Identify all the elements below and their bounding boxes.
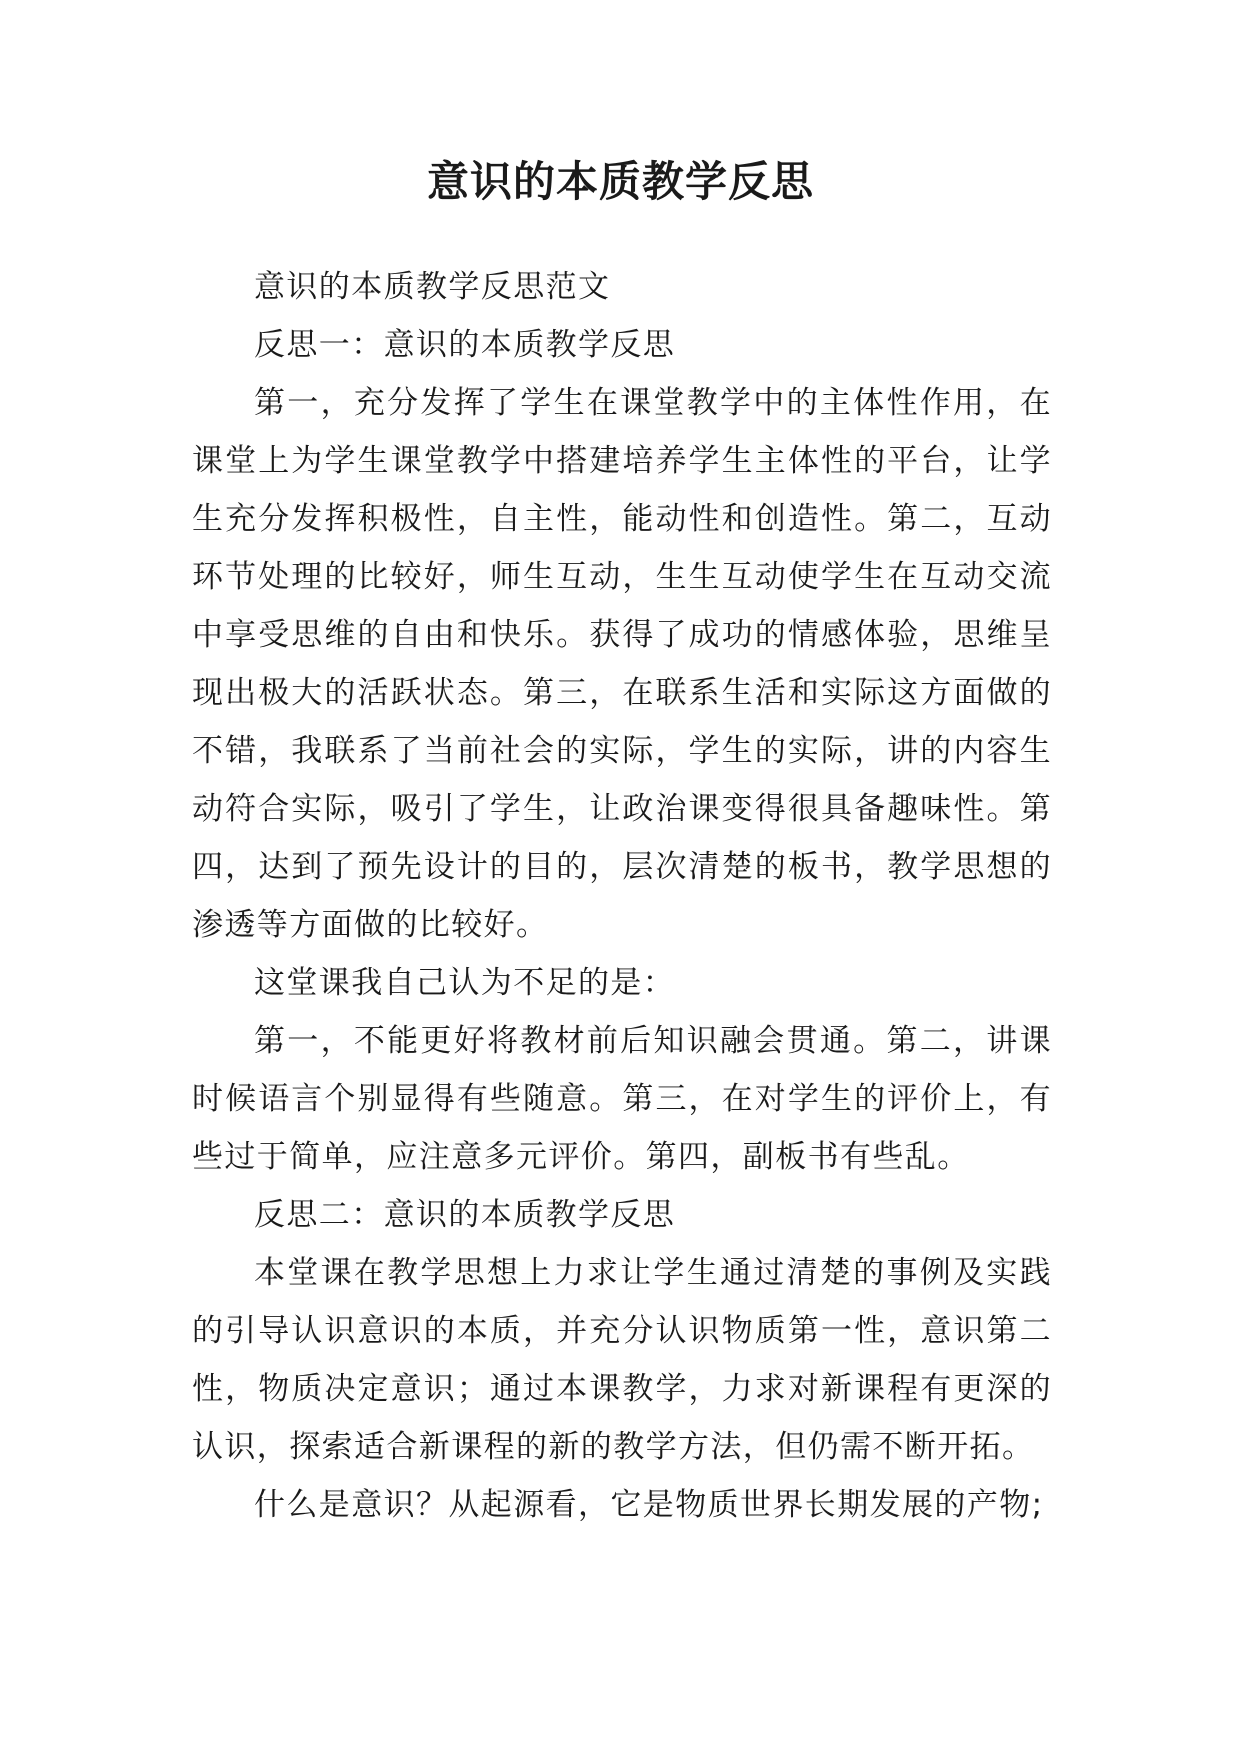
paragraph-what-is-consciousness: 什么是意识？从起源看，它是物质世界长期发展的产物;	[254, 1487, 1044, 1523]
paragraph-section-heading-2: 反思二：意识的本质教学反思	[254, 1197, 676, 1233]
paragraph-subtitle: 意识的本质教学反思范文	[254, 269, 611, 305]
document-title: 意识的本质教学反思	[426, 157, 814, 206]
document-body	[192, 258, 1052, 1534]
paragraph-section-heading-1: 反思一：意识的本质教学反思	[254, 327, 676, 363]
paragraph-teaching-thoughts: 本堂课在教学思想上力求让学生通过清楚的事例及实践的引导认识意识的本质，并充分认识物质第一性，意识第二性，物质决定意识；通过本课教学，力求对新课程有更深的认识，探索适合新课程的新的教学方法，但仍需不断开拓。	[192, 1255, 1052, 1465]
paragraph-strengths: 第一，充分发挥了学生在课堂教学中的主体性作用，在课堂上为学生课堂教学中搭建培养学生主体性的平台，让学生充分发挥积极性，自主性，能动性和创造性。第二，互动环节处理的比较好，师生互动，生生互动使学生在互动交流中享受思维的自由和快乐。获得了成功的情感体验，思维呈现出极大的活跃状态。第三，在联系生活和实际这方面做的不错，我联系了当前社会的实际，学生的实际，讲的内容生动符合实际，吸引了学生，让政治课变得很具备趣味性。第四，达到了预先设计的目的，层次清楚的板书，教学思想的渗透等方面做的比较好。	[192, 385, 1052, 943]
paragraph-shortcomings: 第一，不能更好将教材前后知识融会贯通。第二，讲课时候语言个别显得有些随意。第三，在对学生的评价上，有些过于简单，应注意多元评价。第四，副板书有些乱。	[192, 1023, 1052, 1175]
paragraph-shortcomings-intro: 这堂课我自己认为不足的是：	[254, 965, 676, 1001]
